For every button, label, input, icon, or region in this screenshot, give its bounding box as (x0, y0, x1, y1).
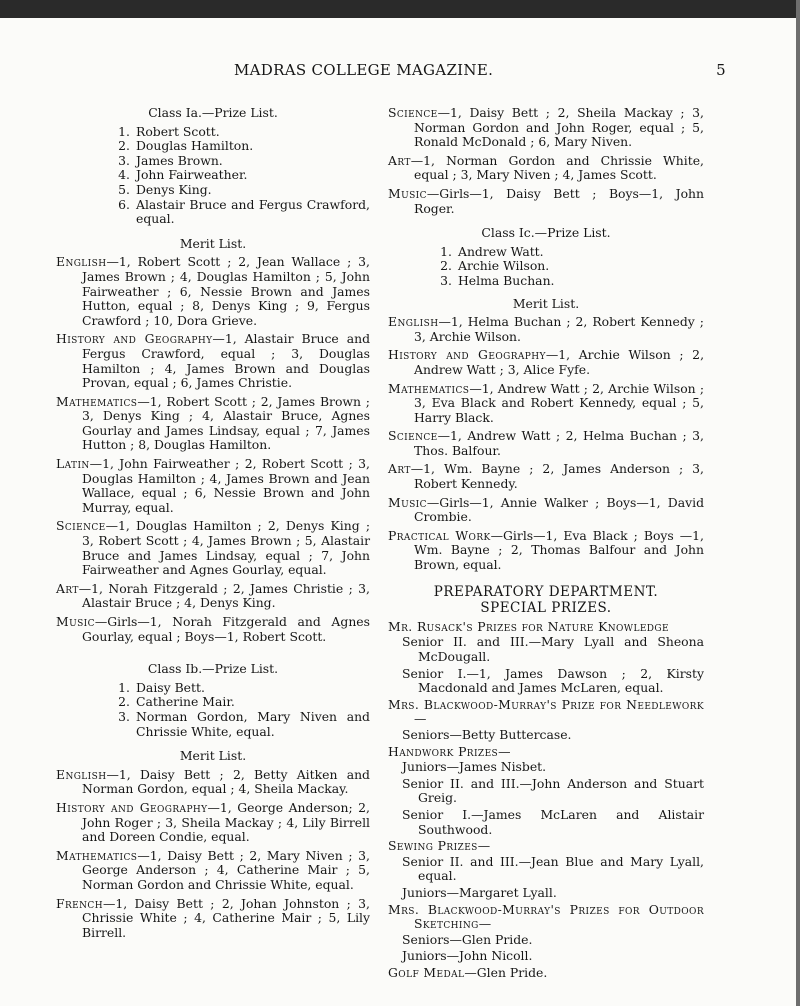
prize-line: Seniors—Betty Buttercase. (402, 726, 572, 742)
class-ic-merit-heading: Merit List. (512, 295, 580, 311)
magazine-page (0, 18, 796, 1006)
golf-medal-entry: Golf Medal—Glen Pride. (388, 964, 548, 980)
merit-entry: Music—Girls—1, Norah Fitzgerald and Agnes Gourlay, equal ; Boys—1, Robert Scott. (56, 614, 370, 644)
class-ia-prize-list (114, 125, 370, 227)
prize-line: Senior II. and III.—Mary Lyall and Sheona McDougall. (402, 634, 704, 664)
list-item: 1. Daisy Bett. (118, 679, 205, 695)
prize-line: Senior II. and III.—Jean Blue and Mary Lyall, equal. (402, 853, 704, 884)
merit-entry: Art—1, Norman Gordon and Chrissie White, equal ; 3, Mary Niven ; 4, James Scott. (388, 152, 704, 183)
merit-entry: French—1, Daisy Bett ; 2, Johan Johnston ; 3, Chrissie White ; 4, Catherine Mair ; 5, Lily Birrell. (56, 895, 370, 940)
merit-entry: Science—1, Daisy Bett ; 2, Sheila Mackay ; 3, Norman Gordon and John Roger, equal ; 5, Ronald McDonald ; 6, Mary Niven. (388, 105, 704, 150)
class-ib-prize-list (114, 681, 370, 739)
class-ia-merit-heading: Merit List. (179, 235, 247, 251)
page-number: 5 (716, 61, 726, 79)
prize-line: Senior II. and III.—John Anderson and Stuart Greig. (402, 775, 704, 806)
class-ic-prize-list (436, 245, 704, 289)
outdoor-sketching-prize-title: Mrs. Blackwood-Murray's Prizes for Outdoor Sketching— (388, 901, 704, 932)
class-ia-merit-list (56, 255, 370, 644)
needlework-prize-title: Mrs. Blackwood-Murray's Prize for Needlework— (388, 696, 704, 727)
list-item: 2. Douglas Hamilton. (118, 138, 254, 154)
handwork-prizes-title: Handwork Prizes— (388, 743, 511, 759)
nature-knowledge-prize-title: Mr. Rusack's Prizes for Nature Knowledge (388, 618, 669, 634)
list-item: 2. Archie Wilson. (440, 258, 550, 274)
merit-entry: Science—1, Andrew Watt ; 2, Helma Buchan ; 3, Thos. Balfour. (388, 428, 704, 458)
prize-line: Senior I.—James McLaren and Alistair Southwood. (402, 806, 704, 837)
list-item: 3. Norman Gordon, Mary Niven and Chrissie White, equal. (118, 708, 370, 739)
merit-entry: Mathematics—1, Daisy Bett ; 2, Mary Niven ; 3, George Anderson ; 4, Catherine Mair ; 5, Norman Gordon and Chrissie White, equal. (56, 847, 370, 892)
merit-entry: Music—Girls—1, Daisy Bett ; Boys—1, John Roger. (388, 185, 704, 216)
merit-entry: History and Geography—1, Archie Wilson ; 2, Andrew Watt ; 3, Alice Fyfe. (388, 347, 705, 377)
class-ib-merit-continued (388, 106, 704, 216)
merit-entry: Music—Girls—1, Annie Walker ; Boys—1, David Crombie. (388, 494, 704, 525)
merit-entry: Mathematics—1, Robert Scott ; 2, James Brown ; 3, Denys King ; 4, Alastair Bruce, Agnes Gourlay and James Lindsay, equal ; 7, James Hutton ; 8, Douglas Hamilton. (56, 393, 370, 453)
merit-entry: Science—1, Douglas Hamilton ; 2, Denys King ; 3, Robert Scott ; 4, James Brown ; 5, Alastair Bruce and James Lindsay, equal ; 7, John Fairweather and Agnes Gourlay, equal. (56, 518, 370, 578)
merit-entry: English—1, Daisy Bett ; 2, Betty Aitken and Norman Gordon, equal ; 4, Sheila Mackay. (56, 766, 370, 797)
prize-line: Juniors—John Nicoll. (402, 948, 533, 964)
class-ib-heading: Class Ib.—Prize List. (147, 661, 279, 677)
list-item: 4. John Fairweather. (118, 167, 248, 183)
prize-line: Seniors—Glen Pride. (402, 931, 533, 947)
class-ia-heading: Class Ia.—Prize List. (148, 105, 278, 120)
prize-line: Juniors—Margaret Lyall. (402, 884, 557, 900)
merit-entry: Art—1, Norah Fitzgerald ; 2, James Christie ; 3, Alastair Bruce ; 4, Denys King. (56, 580, 370, 611)
left-column (56, 106, 370, 944)
list-item: 2. Catherine Mair. (118, 694, 235, 710)
right-column (388, 106, 704, 984)
merit-entry: English—1, Robert Scott ; 2, Jean Wallace ; 3, James Brown ; 4, Douglas Hamilton ; 5, John Fairweather ; 6, Nessie Brown and James Hutton, equal ; 8, Denys King ; 9, Fergus Crawford ; 10, Dora Grieve. (56, 254, 370, 328)
list-item: 1. Andrew Watt. (440, 243, 544, 259)
merit-entry: Practical Work—Girls—1, Eva Black ; Boys —1, Wm. Bayne ; 2, Thomas Balfour and John Brown, equal. (388, 527, 704, 573)
class-ic-heading: Class Ic.—Prize List. (481, 225, 611, 241)
page-header (234, 63, 724, 78)
class-ib-merit-heading: Merit List. (179, 748, 247, 764)
merit-entry: Latin—1, John Fairweather ; 2, Robert Scott ; 3, Douglas Hamilton ; 4, James Brown and Jean Wallace, equal ; 6, Nessie Brown and John Murray, equal. (56, 456, 370, 515)
list-item: 6. Alastair Bruce and Fergus Crawford, equal. (118, 196, 370, 227)
preparatory-department-heading: PREPARATORY DEPARTMENT. (433, 583, 659, 600)
list-item: 1. Robert Scott. (118, 123, 220, 139)
class-ib-merit-list (56, 768, 370, 941)
merit-entry: Art—1, Wm. Bayne ; 2, James Anderson ; 3, Robert Kennedy. (388, 461, 704, 492)
merit-entry: History and Geography—1, Alastair Bruce and Fergus Crawford, equal ; 3, Douglas Hamilton ; 4, James Brown and Douglas Provan, equal ; 6, James Christie. (56, 331, 370, 391)
scan-border-top (0, 0, 800, 18)
magazine-title: MADRAS COLLEGE MAGAZINE. (234, 61, 494, 79)
merit-entry: Mathematics—1, Andrew Watt ; 2, Archie Wilson ; 3, Eva Black and Robert Kennedy, equal ; 5, Harry Black. (388, 380, 704, 425)
merit-entry: History and Geography—1, George Anderson; 2, John Roger ; 3, Sheila Mackay ; 4, Lily Birrell and Doreen Condie, equal. (56, 799, 370, 845)
merit-entry: English—1, Helma Buchan ; 2, Robert Kennedy ; 3, Archie Wilson. (388, 314, 704, 344)
special-prizes-heading: SPECIAL PRIZES. (480, 600, 612, 617)
scan-border-right (796, 0, 800, 1006)
class-ic-merit-list (388, 315, 704, 573)
prize-line: Senior I.—1, James Dawson ; 2, Kirsty Macdonald and James McLaren, equal. (402, 665, 704, 696)
sewing-prizes-title: Sewing Prizes— (388, 838, 491, 854)
list-item: 3. James Brown. (118, 152, 223, 168)
prize-line: Juniors—James Nisbet. (402, 759, 547, 775)
list-item: 5. Denys King. (118, 181, 212, 197)
list-item: 3. Helma Buchan. (440, 272, 555, 288)
